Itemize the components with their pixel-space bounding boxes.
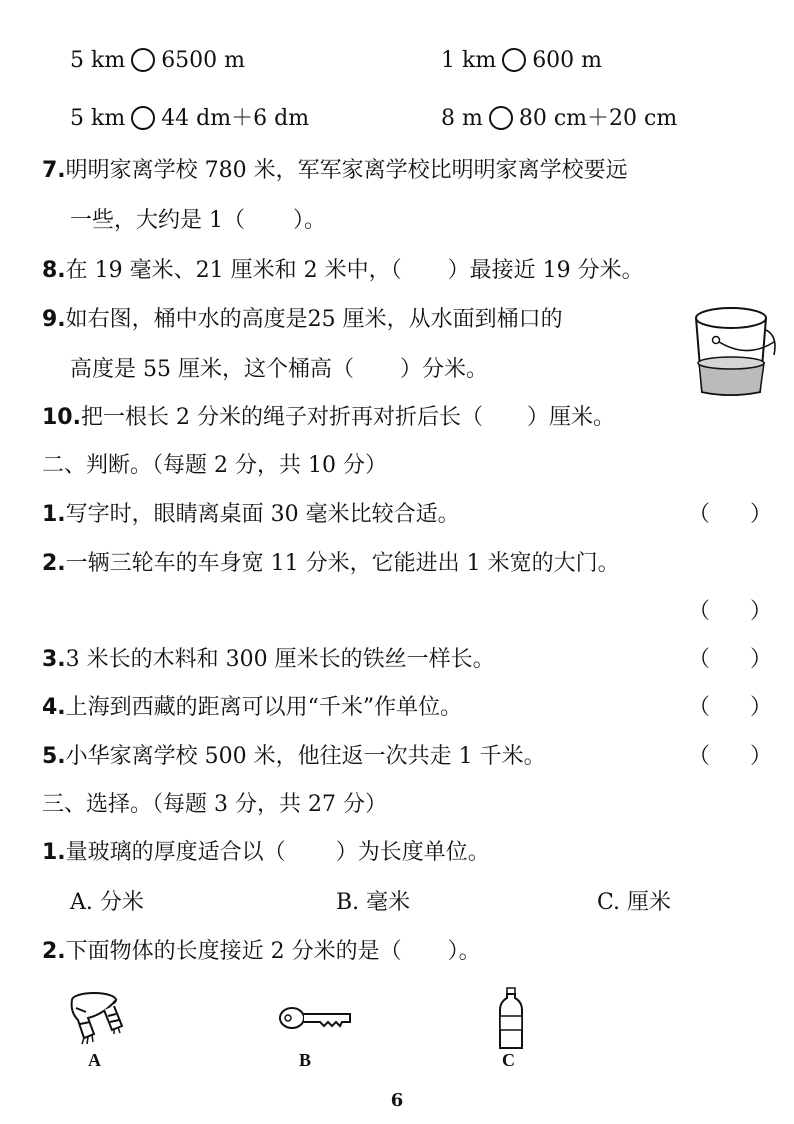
question-text: 如右图，桶中水的高度是25 厘米，从水面到桶口的 <box>65 307 563 332</box>
bucket-illustration <box>686 300 786 400</box>
compare-left: 8 m <box>441 106 483 131</box>
question-text: 一些，大约是 1（ <box>70 208 245 233</box>
question-number: 4. <box>42 695 66 720</box>
question-text: 上海到西藏的距离可以用“千米”作单位。 <box>65 695 463 720</box>
scarf-image[interactable] <box>64 990 130 1048</box>
compare-circle-blank[interactable] <box>131 106 155 130</box>
question-text: 小华家离学校 500 米，他往返一次共走 1 千米。 <box>65 744 546 769</box>
question-text: 在 19 毫米、21 厘米和 2 米中，（ <box>65 258 402 283</box>
question-text: 写字时，眼睛离桌面 30 毫米比较合适。 <box>65 502 460 527</box>
question-number: 2. <box>42 551 66 576</box>
compare-item-3 <box>70 104 309 134</box>
option-a[interactable]: A. 分米 <box>70 890 144 915</box>
judge-answer-box-2[interactable] <box>688 597 772 627</box>
question-number: 1. <box>42 840 66 865</box>
compare-left: 5 km <box>70 106 126 131</box>
question-text: ）最接近 19 分米。 <box>447 258 644 283</box>
question-number: 2. <box>42 939 66 964</box>
question-text: ）为长度单位。 <box>335 840 490 865</box>
question-text: 下面物体的长度接近 2 分米的是（ <box>65 939 402 964</box>
option-b[interactable]: B. 毫米 <box>336 890 411 915</box>
paren-close: ） <box>749 647 772 672</box>
judge-answer-box-4[interactable] <box>688 693 772 723</box>
question-text: ）分米。 <box>399 357 488 382</box>
option-c[interactable]: C. 厘米 <box>597 890 672 915</box>
compare-right: 80 cm＋20 cm <box>518 106 678 131</box>
question-7-line-2 <box>70 206 326 236</box>
judge-item-5 <box>42 742 546 772</box>
question-number: 9. <box>42 307 66 332</box>
choice-question-1 <box>42 838 490 868</box>
compare-left: 1 km <box>441 48 497 73</box>
paren-open: （ <box>688 502 711 527</box>
compare-circle-blank[interactable] <box>502 48 526 72</box>
compare-item-2 <box>441 46 602 76</box>
judge-answer-box-1[interactable] <box>688 500 772 530</box>
question-text: ）。 <box>293 208 327 233</box>
compare-item-4 <box>441 104 677 134</box>
caption-a: A <box>88 1050 101 1070</box>
question-9-line-2 <box>70 355 488 385</box>
question-text: 3 米长的木料和 300 厘米长的铁丝一样长。 <box>65 647 495 672</box>
caption-b: B <box>299 1050 312 1070</box>
caption-c: C <box>502 1050 515 1070</box>
paren-close: ） <box>749 695 772 720</box>
judge-item-3 <box>42 645 495 675</box>
question-text: ）。 <box>447 939 481 964</box>
judge-answer-box-3[interactable] <box>688 645 772 675</box>
paren-open: （ <box>688 744 711 769</box>
paren-close: ） <box>749 744 772 769</box>
compare-circle-blank[interactable] <box>489 106 513 130</box>
question-number: 5. <box>42 744 66 769</box>
judge-item-2 <box>42 549 620 579</box>
paren-close: ） <box>749 599 772 624</box>
question-text: 量玻璃的厚度适合以（ <box>65 840 286 865</box>
key-image[interactable] <box>278 1002 354 1034</box>
question-8 <box>42 256 644 286</box>
compare-item-1 <box>70 46 245 76</box>
bottle-image[interactable] <box>496 986 526 1052</box>
question-9 <box>42 305 563 335</box>
section-heading-judge: 二、判断。（每题 2 分，共 10 分） <box>42 453 387 478</box>
question-text: ）厘米。 <box>526 405 615 430</box>
question-number: 8. <box>42 258 66 283</box>
question-text: 一辆三轮车的车身宽 11 分米，它能进出 1 米宽的大门。 <box>65 551 620 576</box>
question-10 <box>42 403 615 433</box>
paren-open: （ <box>688 599 711 624</box>
choice-question-2 <box>42 937 481 967</box>
judge-item-1 <box>42 500 460 530</box>
question-number: 1. <box>42 502 66 527</box>
question-7 <box>42 156 628 186</box>
paren-close: ） <box>749 502 772 527</box>
compare-right: 600 m <box>532 48 603 73</box>
compare-left: 5 km <box>70 48 126 73</box>
compare-right: 44 dm＋6 dm <box>161 106 310 131</box>
compare-right: 6500 m <box>161 48 246 73</box>
question-text: 明明家离学校 780 米，军军家离学校比明明家离学校要远 <box>65 158 628 183</box>
question-number: 7. <box>42 158 66 183</box>
question-text: 把一根长 2 分米的绳子对折再对折后长（ <box>80 405 483 430</box>
page-number: 6 <box>390 1090 404 1111</box>
judge-answer-box-5[interactable] <box>688 742 772 772</box>
section-heading-choice: 三、选择。（每题 3 分，共 27 分） <box>42 792 387 817</box>
question-text: 高度是 55 厘米，这个桶高（ <box>70 357 354 382</box>
question-number: 3. <box>42 647 66 672</box>
paren-open: （ <box>688 695 711 720</box>
question-number: 10. <box>42 405 81 430</box>
paren-open: （ <box>688 647 711 672</box>
compare-circle-blank[interactable] <box>131 48 155 72</box>
judge-item-4 <box>42 693 462 723</box>
